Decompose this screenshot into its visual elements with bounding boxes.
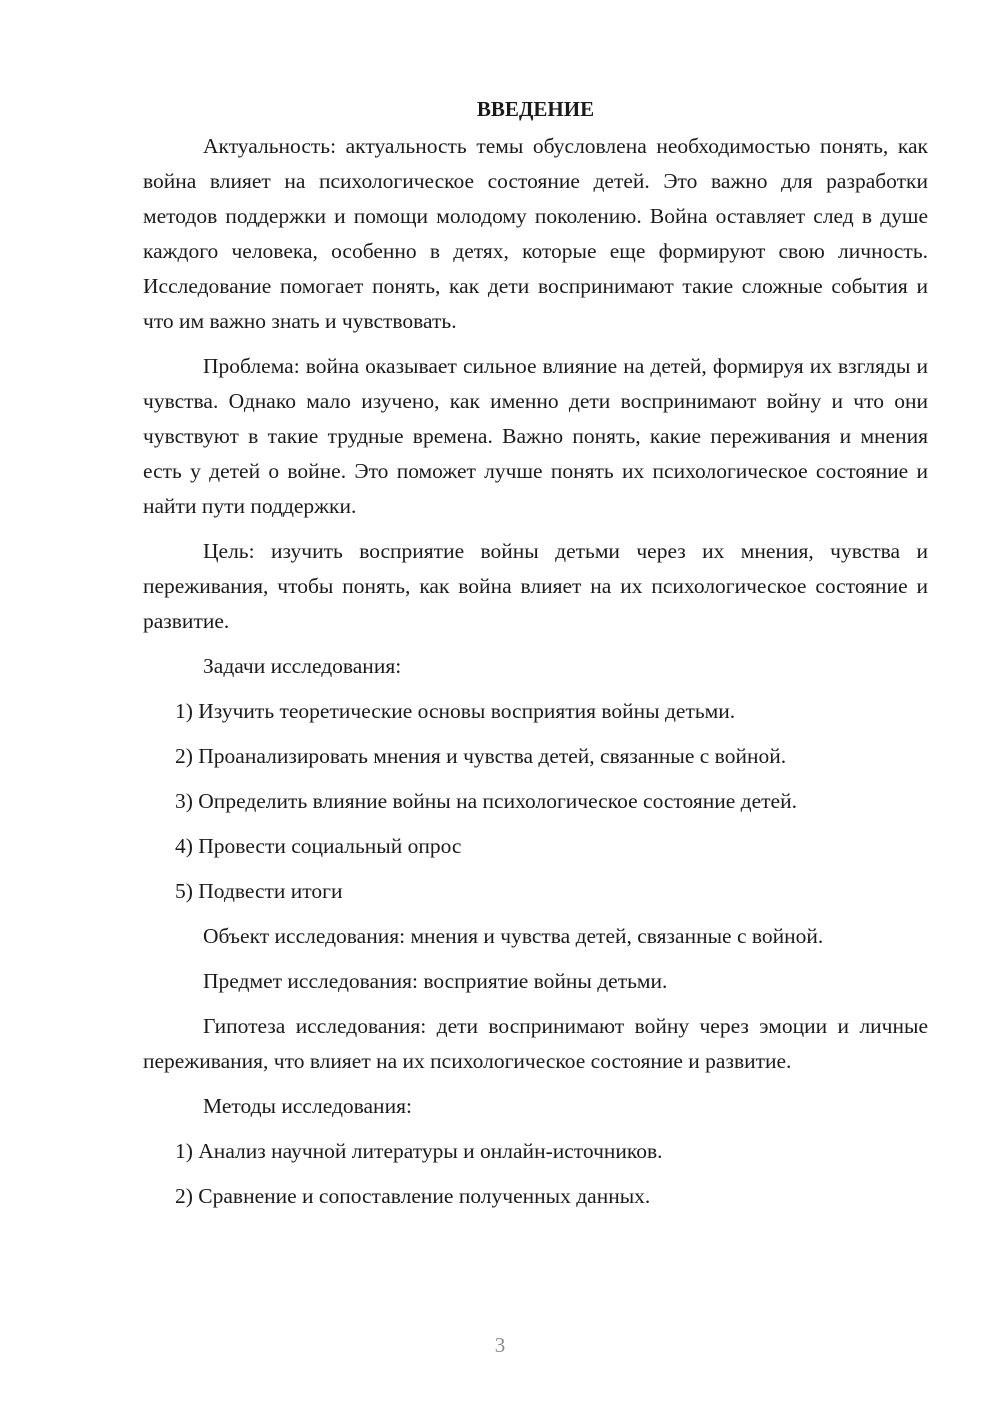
task-item-5: 5) Подвести итоги [175, 879, 343, 903]
task-item-4: 4) Провести социальный опрос [175, 834, 462, 858]
goal-paragraph: Цель: изучить восприятие войны детьми через их мнения, чувства и переживания, чтобы понять, как война влияет на их психологическое состояние и развитие. [143, 539, 928, 633]
problem-paragraph: Проблема: война оказывает сильное влияние на детей, формируя их взгляды и чувства. Однако мало изучено, как именно дети воспринимают войну и что они чувствуют в такие трудные времена. Важно понять, какие переживания и мнения есть у детей о войне. Это поможет лучше понять их психологическое состояние и найти пути поддержки. [143, 354, 928, 518]
object-line: Объект исследования: мнения и чувства детей, связанные с войной. [203, 924, 824, 948]
task-item-1: 1) Изучить теоретические основы восприятия войны детьми. [175, 699, 736, 723]
page-title: ВВЕДЕНИЕ [476, 97, 595, 121]
hypothesis-paragraph: Гипотеза исследования: дети воспринимают войну через эмоции и личные переживания, что влияет на их психологическое состояние и развитие. [143, 1014, 928, 1073]
relevance-paragraph: Актуальность: актуальность темы обусловлена необходимостью понять, как война влияет на психологическое состояние детей. Это важно для разработки методов поддержки и помощи молодому поколению. Война оставляет след в душе каждого человека, особенно в детях, которые еще формируют свою личность. Исследование помогает понять, как дети воспринимают такие сложные события и что им важно знать и чувствовать. [143, 134, 928, 333]
method-item-1: 1) Анализ научной литературы и онлайн-источников. [175, 1139, 663, 1163]
subject-line: Предмет исследования: восприятие войны детьми. [203, 969, 668, 993]
task-item-3: 3) Определить влияние войны на психологическое состояние детей. [175, 789, 797, 813]
method-item-2: 2) Сравнение и сопоставление полученных данных. [175, 1184, 651, 1208]
page-number: 3 [494, 1333, 506, 1357]
tasks-title: Задачи исследования: [203, 654, 402, 678]
task-item-2: 2) Проанализировать мнения и чувства детей, связанные с войной. [175, 744, 787, 768]
document-page [143, 92, 928, 1224]
methods-title: Методы исследования: [203, 1094, 412, 1118]
